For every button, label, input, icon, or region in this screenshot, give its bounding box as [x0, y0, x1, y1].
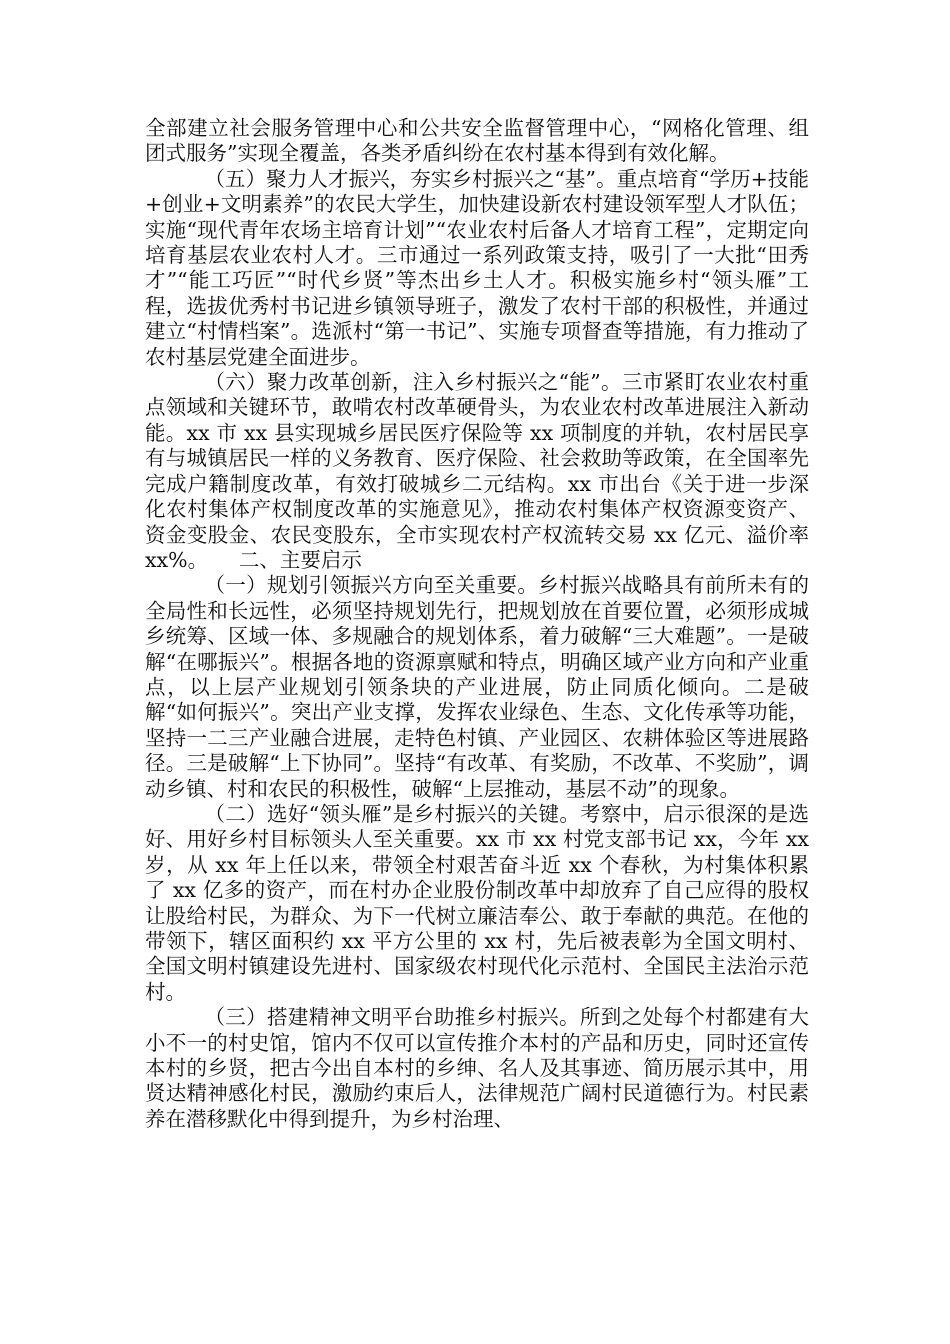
paragraph-intro-continuation: 全部建立社会服务管理中心和公共安全监督管理中心，“网格化管理、组团式服务”实现全覆盖，各类矛盾纠纷在农村基本得到有效化解。: [145, 116, 809, 166]
paragraph-leader-selection: （二）选好“领头雁”是乡村振兴的关键。考察中，启示很深的是选好、用好乡村目标领头人至关重要。xx 市 xx 村党支部书记 xx，今年 xx 岁，从 xx 年上任以来，带领全村艰苦奋斗近 xx 个春秋，为村集体积累了 xx 亿多的资产，而在村办企业股份制改革中却放弃了自己应得的股权让股给村民，为群众、为下一代树立廉洁奉公、敢于奉献的典范。在他的带领下，辖区面积约 xx 平方公里的 xx 村，先后被表彰为全国文明村、全国文明村镇建设先进村、国家级农村现代化示范村、全国民主法治示范村。: [145, 801, 809, 1004]
paragraph-planning-guidance: （一）规划引领振兴方向至关重要。乡村振兴战略具有前所未有的全局性和长远性，必须坚持规划先行，把规划放在首要位置，必须形成城乡统筹、区域一体、多规融合的规划体系，着力破解“三大难题”。一是破解“在哪振兴”。根据各地的资源禀赋和特点，明确区域产业方向和产业重点，以上层产业规划引领条块的产业进展，防止同质化倾向。二是破解“如何振兴”。突出产业支撑，发挥农业绿色、生态、文化传承等功能，坚持一二三产业融合进展，走特色村镇、产业园区、农耕体验区等进展路径。三是破解“上下协同”。坚持“有改革、有奖励，不改革、不奖励”，调动乡镇、村和农民的积极性，破解“上层推动，基层不动”的现象。: [145, 573, 809, 801]
paragraph-reform-innovation: （六）聚力改革创新，注入乡村振兴之“能”。三市紧盯农业农村重点领域和关键环节，敢啃农村改革硬骨头，为农业农村改革进展注入新动能。xx 市 xx 县实现城乡居民医疗保险等 xx 项制度的并轨，农村居民享有与城镇居民一样的义务教育、医疗保险、社会救助等政策，在全国率先完成户籍制度改革，有效打破城乡二元结构。xx 市出台《关于进一步深化农村集体产权制度改革的实施意见》，推动农村集体产权资源变资产、资金变股金、农民变股东，全市实现农村产权流转交易 xx 亿元、溢价率 xx%。 二、主要启示: [145, 370, 809, 572]
paragraph-talent-revitalization: （五）聚力人才振兴，夯实乡村振兴之“基”。重点培育“学历+技能+创业+文明素养”的农民大学生，加快建设新农村建设领军型人才队伍；实施“现代青年农场主培育计划”“农业农村后备人才培育工程”，定期定向培育基层农业农村人才。三市通过一系列政策支持，吸引了一大批“田秀才”“能工巧匠”“时代乡贤”等杰出乡土人才。积极实施乡村“领头雁”工程，选拔优秀村书记进乡镇领导班子，激发了农村干部的积极性，并通过建立“村情档案”。选派村“第一书记”、实施专项督查等措施，有力推动了农村基层党建全面进步。: [145, 166, 809, 369]
paragraph-spiritual-civilization: （三）搭建精神文明平台助推乡村振兴。所到之处每个村都建有大小不一的村史馆，馆内不仅可以宣传推介本村的产品和历史，同时还宣传本村的乡贤，把古今出自本村的乡绅、名人及其事迹、简历展示其中，用贤达精神感化村民，激励约束后人，法律规范广阔村民道德行为。村民素养在潜移默化中得到提升，为乡村治理、: [145, 1005, 809, 1131]
document-body: [145, 116, 809, 1132]
